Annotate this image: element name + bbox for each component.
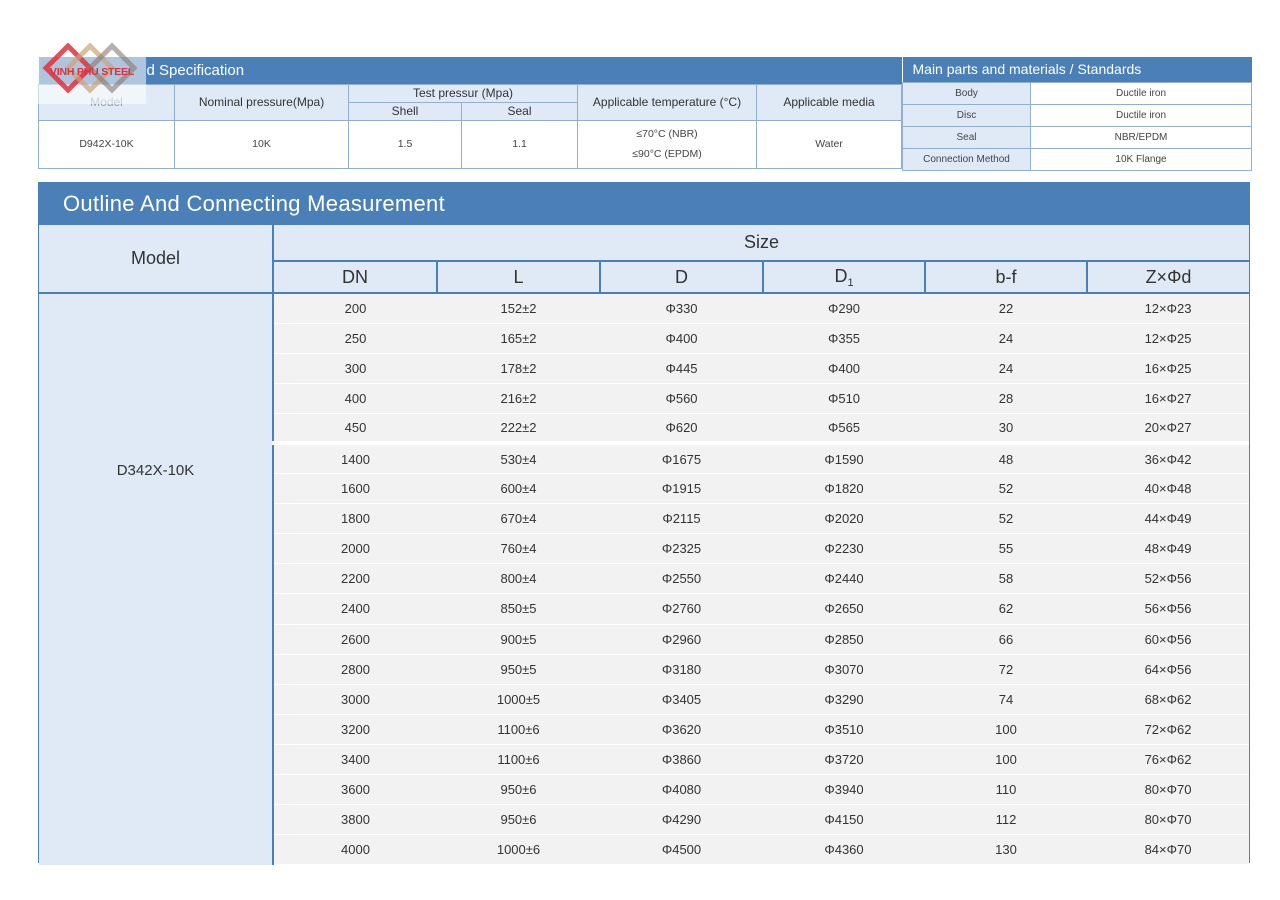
column-header-d1 bbox=[763, 261, 925, 293]
cell-l: 1100±6 bbox=[437, 714, 600, 744]
cell-d1: Φ2020 bbox=[763, 504, 925, 534]
spec-header-shell: Shell bbox=[349, 102, 462, 120]
column-header-l: L bbox=[437, 261, 600, 293]
cell-d: Φ2960 bbox=[600, 624, 763, 654]
outline-title: Outline And Connecting Measurement bbox=[39, 183, 1249, 225]
cell-d: Φ3405 bbox=[600, 684, 763, 714]
cell-dn: 4000 bbox=[273, 835, 437, 865]
cell-dn: 2800 bbox=[273, 654, 437, 684]
cell-bf: 72 bbox=[925, 654, 1087, 684]
spec-value-shell: 1.5 bbox=[349, 120, 462, 168]
cell-dn: 1800 bbox=[273, 504, 437, 534]
spec-header-temperature: Applicable temperature (°C) bbox=[578, 84, 757, 120]
cell-d: Φ2550 bbox=[600, 564, 763, 594]
cell-d: Φ2115 bbox=[600, 504, 763, 534]
column-header-d: D bbox=[600, 261, 763, 293]
materials-value-disc: Ductile iron bbox=[1031, 104, 1252, 126]
table-row bbox=[39, 293, 1249, 323]
cell-bf: 100 bbox=[925, 714, 1087, 744]
materials-title: Main parts and materials / Standards bbox=[903, 57, 1252, 82]
cell-l: 530±4 bbox=[437, 443, 600, 473]
materials-label-connection: Connection Method bbox=[903, 148, 1031, 170]
spec-value-seal: 1.1 bbox=[462, 120, 578, 168]
outline-measurement-panel bbox=[38, 182, 1250, 863]
cell-bf: 74 bbox=[925, 684, 1087, 714]
outline-header-model: Model bbox=[39, 225, 273, 293]
cell-bf: 30 bbox=[925, 413, 1087, 443]
cell-d1: Φ3720 bbox=[763, 744, 925, 774]
cell-dn: 200 bbox=[273, 293, 437, 323]
spec-value-nominal-pressure: 10K bbox=[175, 120, 349, 168]
column-header-d1-subscript: 1 bbox=[847, 276, 854, 289]
cell-d1: Φ3940 bbox=[763, 775, 925, 805]
spec-header-nominal-pressure: Nominal pressure(Mpa) bbox=[175, 84, 349, 120]
cell-zd: 72×Φ62 bbox=[1087, 714, 1249, 744]
cell-zd: 80×Φ70 bbox=[1087, 805, 1249, 835]
spec-header-test-pressure: Test pressur (Mpa) bbox=[349, 84, 578, 102]
outline-header-size: Size bbox=[273, 225, 1249, 261]
cell-d: Φ1915 bbox=[600, 474, 763, 504]
cell-d1: Φ3510 bbox=[763, 714, 925, 744]
spec-value-temperature-epdm: ≤90°C (EPDM) bbox=[632, 148, 702, 160]
spec-value-model: D942X-10K bbox=[39, 120, 175, 168]
cell-bf: 22 bbox=[925, 293, 1087, 323]
cell-d: Φ3180 bbox=[600, 654, 763, 684]
materials-label-seal: Seal bbox=[903, 126, 1031, 148]
spec-header-seal: Seal bbox=[462, 102, 578, 120]
cell-d: Φ2325 bbox=[600, 534, 763, 564]
cell-dn: 2400 bbox=[273, 594, 437, 624]
cell-d1: Φ510 bbox=[763, 383, 925, 413]
cell-dn: 250 bbox=[273, 323, 437, 353]
vinh-phu-steel-logo bbox=[38, 42, 146, 104]
outline-table bbox=[39, 225, 1249, 865]
cell-dn: 3000 bbox=[273, 684, 437, 714]
cell-d1: Φ565 bbox=[763, 413, 925, 443]
cell-zd: 40×Φ48 bbox=[1087, 474, 1249, 504]
cell-d1: Φ290 bbox=[763, 293, 925, 323]
cell-dn: 2600 bbox=[273, 624, 437, 654]
cell-bf: 110 bbox=[925, 775, 1087, 805]
cell-dn: 300 bbox=[273, 353, 437, 383]
cell-d1: Φ4360 bbox=[763, 835, 925, 865]
cell-zd: 12×Φ25 bbox=[1087, 323, 1249, 353]
cell-l: 152±2 bbox=[437, 293, 600, 323]
specification-table bbox=[38, 57, 902, 169]
cell-l: 900±5 bbox=[437, 624, 600, 654]
cell-bf: 66 bbox=[925, 624, 1087, 654]
cell-dn: 400 bbox=[273, 383, 437, 413]
cell-dn: 450 bbox=[273, 413, 437, 443]
cell-dn: 2000 bbox=[273, 534, 437, 564]
column-header-bf: b-f bbox=[925, 261, 1087, 293]
cell-dn: 2200 bbox=[273, 564, 437, 594]
cell-d: Φ3620 bbox=[600, 714, 763, 744]
cell-l: 222±2 bbox=[437, 413, 600, 443]
cell-l: 950±5 bbox=[437, 654, 600, 684]
cell-l: 178±2 bbox=[437, 353, 600, 383]
cell-zd: 60×Φ56 bbox=[1087, 624, 1249, 654]
cell-d: Φ4500 bbox=[600, 835, 763, 865]
cell-dn: 3400 bbox=[273, 744, 437, 774]
cell-bf: 62 bbox=[925, 594, 1087, 624]
cell-d1: Φ4150 bbox=[763, 805, 925, 835]
cell-d1: Φ355 bbox=[763, 323, 925, 353]
column-header-zd: Z×Φd bbox=[1087, 261, 1249, 293]
cell-d1: Φ2650 bbox=[763, 594, 925, 624]
cell-zd: 16×Φ25 bbox=[1087, 353, 1249, 383]
spec-header-media: Applicable media bbox=[757, 84, 902, 120]
cell-d: Φ3860 bbox=[600, 744, 763, 774]
cell-zd: 20×Φ27 bbox=[1087, 413, 1249, 443]
cell-d1: Φ2440 bbox=[763, 564, 925, 594]
cell-bf: 112 bbox=[925, 805, 1087, 835]
cell-zd: 84×Φ70 bbox=[1087, 835, 1249, 865]
cell-d: Φ1675 bbox=[600, 443, 763, 473]
materials-table bbox=[902, 57, 1252, 171]
outline-model-value: D342X-10K bbox=[39, 293, 273, 865]
cell-bf: 24 bbox=[925, 353, 1087, 383]
cell-zd: 48×Φ49 bbox=[1087, 534, 1249, 564]
cell-l: 850±5 bbox=[437, 594, 600, 624]
cell-l: 1100±6 bbox=[437, 744, 600, 774]
logo-text: VINH PHU STEEL bbox=[49, 66, 135, 78]
cell-l: 165±2 bbox=[437, 323, 600, 353]
cell-bf: 28 bbox=[925, 383, 1087, 413]
cell-dn: 1400 bbox=[273, 443, 437, 473]
cell-bf: 48 bbox=[925, 443, 1087, 473]
materials-value-connection: 10K Flange bbox=[1031, 148, 1252, 170]
cell-l: 950±6 bbox=[437, 805, 600, 835]
cell-d: Φ400 bbox=[600, 323, 763, 353]
cell-bf: 55 bbox=[925, 534, 1087, 564]
cell-bf: 58 bbox=[925, 564, 1087, 594]
cell-d: Φ445 bbox=[600, 353, 763, 383]
cell-dn: 3800 bbox=[273, 805, 437, 835]
cell-zd: 68×Φ62 bbox=[1087, 684, 1249, 714]
cell-d1: Φ1820 bbox=[763, 474, 925, 504]
column-header-dn: DN bbox=[273, 261, 437, 293]
cell-d: Φ2760 bbox=[600, 594, 763, 624]
cell-l: 216±2 bbox=[437, 383, 600, 413]
cell-d: Φ330 bbox=[600, 293, 763, 323]
cell-dn: 3200 bbox=[273, 714, 437, 744]
cell-zd: 44×Φ49 bbox=[1087, 504, 1249, 534]
cell-dn: 3600 bbox=[273, 775, 437, 805]
cell-d1: Φ3290 bbox=[763, 684, 925, 714]
cell-l: 1000±6 bbox=[437, 835, 600, 865]
cell-d: Φ4290 bbox=[600, 805, 763, 835]
cell-bf: 130 bbox=[925, 835, 1087, 865]
cell-d: Φ620 bbox=[600, 413, 763, 443]
spec-value-media: Water bbox=[757, 120, 902, 168]
cell-dn: 1600 bbox=[273, 474, 437, 504]
cell-zd: 76×Φ62 bbox=[1087, 744, 1249, 774]
cell-l: 950±6 bbox=[437, 775, 600, 805]
cell-d1: Φ1590 bbox=[763, 443, 925, 473]
cell-d1: Φ400 bbox=[763, 353, 925, 383]
cell-zd: 64×Φ56 bbox=[1087, 654, 1249, 684]
cell-bf: 24 bbox=[925, 323, 1087, 353]
spec-title: d Specification bbox=[39, 57, 902, 84]
materials-value-seal: NBR/EPDM bbox=[1031, 126, 1252, 148]
cell-d1: Φ3070 bbox=[763, 654, 925, 684]
cell-l: 800±4 bbox=[437, 564, 600, 594]
cell-zd: 52×Φ56 bbox=[1087, 564, 1249, 594]
cell-bf: 52 bbox=[925, 504, 1087, 534]
cell-zd: 80×Φ70 bbox=[1087, 775, 1249, 805]
cell-bf: 52 bbox=[925, 474, 1087, 504]
cell-zd: 56×Φ56 bbox=[1087, 594, 1249, 624]
cell-l: 760±4 bbox=[437, 534, 600, 564]
cell-d1: Φ2850 bbox=[763, 624, 925, 654]
cell-d: Φ4080 bbox=[600, 775, 763, 805]
cell-d: Φ560 bbox=[600, 383, 763, 413]
cell-l: 1000±5 bbox=[437, 684, 600, 714]
materials-value-body: Ductile iron bbox=[1031, 82, 1252, 104]
cell-zd: 36×Φ42 bbox=[1087, 443, 1249, 473]
cell-zd: 12×Φ23 bbox=[1087, 293, 1249, 323]
cell-l: 670±4 bbox=[437, 504, 600, 534]
cell-d1: Φ2230 bbox=[763, 534, 925, 564]
cell-bf: 100 bbox=[925, 744, 1087, 774]
materials-label-body: Body bbox=[903, 82, 1031, 104]
spec-value-temperature-nbr: ≤70°C (NBR) bbox=[636, 128, 698, 140]
column-header-d1-base: D bbox=[834, 265, 848, 286]
cell-zd: 16×Φ27 bbox=[1087, 383, 1249, 413]
cell-l: 600±4 bbox=[437, 474, 600, 504]
spec-value-temperature bbox=[578, 120, 757, 168]
materials-label-disc: Disc bbox=[903, 104, 1031, 126]
